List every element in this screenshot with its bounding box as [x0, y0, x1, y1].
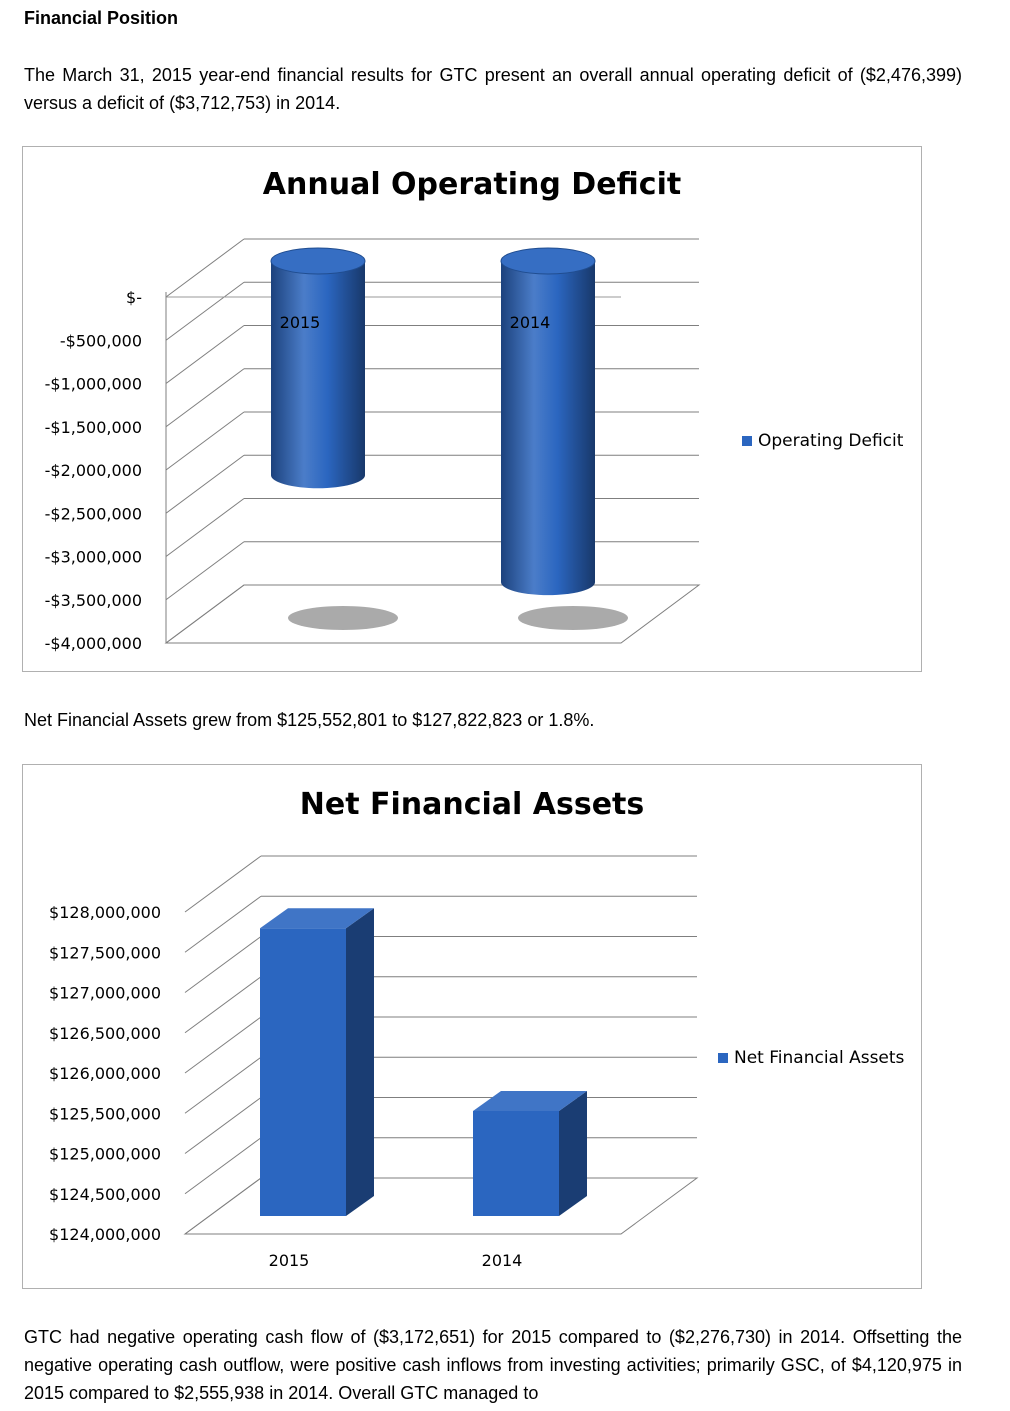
side-wall-line: [166, 542, 244, 600]
y-tick-label: -$1,500,000: [44, 417, 142, 437]
bar-side-2014: [559, 1091, 587, 1216]
side-wall-line: [185, 1098, 261, 1154]
side-wall-line: [185, 937, 261, 993]
y-tick-label: $126,500,000: [49, 1023, 161, 1043]
legend-swatch: [718, 1053, 728, 1063]
operating-deficit-chart: [22, 146, 922, 672]
bar-side-2015: [346, 908, 374, 1216]
intro-paragraph: The March 31, 2015 year-end financial results for GTC present an overall annual operating deficit of ($2,476,399) versus a deficit of ($3,712,753) in 2014.: [24, 65, 962, 113]
legend-label: Operating Deficit: [758, 431, 904, 451]
y-tick-label: $128,000,000: [49, 903, 161, 922]
side-wall-line: [166, 455, 244, 513]
y-tick-label: $127,500,000: [49, 943, 161, 963]
y-tick-label: $125,000,000: [49, 1144, 161, 1164]
y-tick-label: $125,500,000: [49, 1104, 161, 1124]
chart-title: Annual Operating Deficit: [262, 167, 682, 202]
y-tick-label: $-: [126, 288, 142, 307]
side-wall-line: [185, 977, 261, 1033]
x-tick-label: 2014: [509, 313, 551, 332]
y-tick-label: -$1,000,000: [44, 374, 142, 394]
bar-2014: [473, 1111, 559, 1216]
side-wall-line: [166, 412, 244, 470]
y-tick-label: -$500,000: [59, 331, 142, 351]
side-wall-line: [185, 1057, 261, 1113]
y-tick-label: $126,000,000: [49, 1064, 161, 1083]
y-tick-label: $127,000,000: [49, 983, 161, 1003]
x-tick-label: 2014: [481, 1251, 523, 1270]
bar-shadow: [518, 606, 628, 630]
legend-swatch: [742, 436, 752, 446]
bar-2015: [260, 928, 346, 1216]
cash-flow-paragraph: GTC had negative operating cash flow of ($3,172,651) for 2015 compared to ($2,276,730) in 2014. Offsetting the negative operating cash outflow, were positive cash inflows from investing activities; primarily GSC, of $4,120,975 in 2015 compared to $2,555,938 in 2014. Overall GTC managed to: [24, 1327, 962, 1403]
net-financial-assets-plot: [23, 765, 921, 1288]
legend-label: Net Financial Assets: [734, 1048, 905, 1068]
net-assets-paragraph: Net Financial Assets grew from $125,552,801 to $127,822,823 or 1.8%.: [24, 710, 595, 730]
net-financial-assets-chart: [22, 764, 922, 1289]
x-tick-label: 2015: [268, 1251, 310, 1270]
bar-2015: [271, 261, 365, 488]
y-tick-label: $124,500,000: [49, 1184, 161, 1204]
side-wall-line: [166, 499, 244, 557]
bar-shadow: [288, 606, 398, 630]
bar-2014: [501, 261, 595, 595]
y-tick-label: -$4,000,000: [44, 634, 142, 653]
side-wall-line: [166, 326, 244, 384]
y-tick-label: $124,000,000: [49, 1225, 161, 1244]
side-wall-line: [166, 369, 244, 427]
bar-cap-2014: [501, 248, 595, 274]
chart-title: Net Financial Assets: [299, 787, 645, 822]
side-wall-line: [185, 896, 261, 952]
y-tick-label: -$2,000,000: [44, 461, 142, 480]
operating-deficit-plot: [23, 147, 921, 671]
side-wall-line: [185, 1017, 261, 1073]
side-wall-line: [185, 856, 261, 912]
y-tick-label: -$2,500,000: [44, 504, 142, 524]
side-wall-line: [166, 239, 244, 297]
side-wall-line: [185, 1138, 261, 1194]
section-heading: Financial Position: [24, 8, 179, 28]
y-tick-label: -$3,500,000: [44, 590, 142, 610]
y-tick-label: -$3,000,000: [44, 547, 142, 567]
bar-cap-2015: [271, 248, 365, 274]
x-tick-label: 2015: [279, 313, 321, 332]
side-wall-line: [166, 282, 244, 340]
